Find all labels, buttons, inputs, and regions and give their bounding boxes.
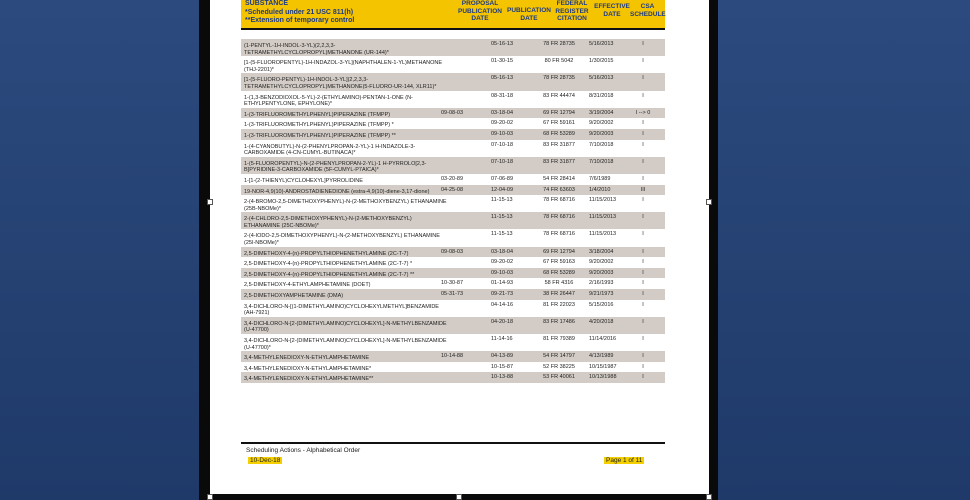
citation-cell: 68 FR 53289 [543,130,575,137]
table-row [241,317,665,334]
effective-date-cell: 9/21/1973 [589,291,614,298]
table-body [241,39,665,383]
csa-schedule-cell: I [642,353,644,360]
substance-cell: 3,4-DICHLORO-N-[2-(DIMETHYLAMINO)CYCLOHEXYL]-N-METHYLBENZAMIDE (U-47700)* [244,338,447,351]
substance-cell: [1-(5-FLUOROPENTYL)-1H-INDAZOL-3-YL](NAPHTHALEN-1-YL)METHANONE (THJ-2201)* [244,60,443,73]
substance-cell: 2,5-DIMETHOXY-4-(n)-PROPYLTHIOPHENETHYLAMINE (2C-T-7) ** [244,271,415,278]
citation-cell: 83 FR 44474 [543,92,575,99]
publication-date-cell: 03-18-04 [491,248,514,255]
citation-cell: 68 FR 53289 [543,269,575,276]
publication-date-cell: 04-14-16 [491,301,514,308]
csa-schedule-cell: I [642,75,644,82]
table-row [241,118,665,129]
table-row [241,362,665,373]
publication-date-cell: 01-14-93 [491,280,514,287]
citation-cell: 83 FR 31877 [543,141,575,148]
effective-date-cell: 11/15/2013 [589,197,617,204]
citation-cell: 53 FR 40061 [543,374,575,381]
table-row [241,108,665,119]
effective-date-cell: 11/15/2013 [589,231,617,238]
table-row [241,268,665,279]
csa-schedule-cell: I [642,231,644,238]
substance-cell: 3,4-METHYLENEDIOXY-N-ETHYLAMPHETAMINE [244,355,369,362]
effective-date-cell: 7/10/2018 [589,141,614,148]
csa-schedule-cell: I [642,301,644,308]
citation-cell: 81 FR 79389 [543,336,575,342]
publication-date-cell: 11-15-13 [491,214,513,221]
substance-cell: 1-(3-TRIFLUOROMETHYLPHENYL)PIPERAZINE (TFMPP) ** [244,132,396,139]
csa-schedule-cell: I [642,158,644,165]
csa-schedule-cell: I [642,130,644,137]
csa-schedule-cell: I [642,363,644,370]
footer-page-number: Page 1 of 11 [606,457,643,464]
proposal-date-cell: 03-20-89 [441,175,464,182]
table-row [241,289,665,300]
substance-cell: 1-(4-CYANOBUTYL)-N-(2-PHENYLPROPAN-2-YL)-1 H-INDAZOLE-3-CARBOXAMIDE (4-CN-CUMYL-BUTINACA)* [244,143,416,157]
csa-schedule-cell: I [642,259,644,266]
resize-handle-bottom-left[interactable] [207,494,213,500]
citation-cell: 78 FR 68716 [543,231,575,238]
table-row [241,334,665,351]
resize-handle-right[interactable] [706,199,712,205]
publication-date-cell: 05-16-13 [491,41,514,47]
substance-cell: 1-(3-TRIFLUOROMETHYLPHENYL)PIPERAZINE (TFMPP) [244,111,391,118]
table-row [241,129,665,140]
csa-schedule-cell: I [642,120,644,127]
table-row [241,351,665,362]
effective-date-cell: 7/10/2018 [589,158,614,165]
csa-schedule-cell: I [642,175,644,182]
table-row [241,174,665,185]
proposal-date-cell: 10-30-87 [441,280,464,287]
substance-cell: (1-PENTYL-1H-INDOL-3-YL)(2,2,3,3-TETRAMETHYLCYCLOPROPYL)METHANONE (UR-144)* [244,43,389,56]
table-row [241,140,665,157]
effective-date-cell: 9/20/2002 [589,120,614,127]
substance-cell: 19-NOR-4,9(10)-ANDROSTADIENEDIONE (estra-4,9(10)-diene-3,17-dione) [244,188,430,195]
citation-cell: 83 FR 31877 [543,158,575,165]
csa-schedule-cell: I [642,197,644,204]
substance-cell: 2,5-DIMETHOXY-4-(n)-PROPYLTHIOPHENETHYLAMINE (2C-T-7) [244,250,409,257]
publication-date-cell: 05-16-13 [491,75,514,82]
publication-date-cell: 01-30-15 [491,58,514,65]
effective-date-cell: 3/18/2004 [589,248,614,255]
citation-cell: 38 FR 26447 [543,291,575,298]
csa-schedule-cell: I [642,374,644,381]
table-row [241,185,665,196]
csa-schedule-cell: I [642,141,644,148]
effective-date-cell: 9/20/2003 [589,130,614,137]
effective-date-cell: 7/6/1989 [589,175,611,182]
citation-cell: 80 FR 5042 [544,58,574,65]
effective-date-cell: 11/15/2013 [589,214,617,221]
csa-schedule-cell: I [642,41,644,47]
substance-cell: 1-(3-TRIFLUOROMETHYLPHENYL)PIPERAZINE (TFMPP) * [244,122,394,129]
effective-date-cell: 10/15/1987 [589,363,617,370]
effective-date-cell: 5/15/2016 [589,301,614,308]
publication-date-cell: 09-10-03 [491,130,514,137]
substance-cell: 1-(5-FLUOROPENTYL)-N-(2-PHENYLPROPAN-2-YL)-1 H-PYRROLO[2,3-B]PYRIDINE-3-CARBOXAMIDE (5F-CUMYL-P7AICA)* [244,160,427,174]
effective-date-cell: 5/16/2013 [589,75,614,82]
publication-date-cell: 09-10-03 [491,269,514,276]
resize-handle-left[interactable] [207,199,213,205]
table-row [241,73,665,90]
col-csa-schedule: CSA SCHEDULE [630,3,666,18]
proposal-date-cell: 09-08-03 [441,248,464,255]
csa-schedule-cell: I [642,280,644,287]
substance-cell: 2,5-DIMETHOXYAMPHETAMINE (DMA) [244,293,344,300]
csa-schedule-cell: I [642,92,644,99]
table-header [241,0,665,30]
footer-title: Scheduling Actions - Alphabetical Order [246,447,361,454]
csa-schedule-cell: I --> 0 [635,109,651,116]
substance-cell: 3,4-DICHLORO-N-[(1-DIMETHYLAMINO)CYCLOHEXYLMETHYL]BENZAMIDE (AH-7921) [244,303,439,317]
substance-cell: 1-[1-(2-THIENYL)CYCLOHEXYL]PYRROLIDINE [244,177,363,184]
citation-cell: 81 FR 22023 [543,301,575,308]
publication-date-cell: 09-20-02 [491,259,514,266]
substance-header [245,0,354,26]
csa-schedule-cell: I [642,58,644,65]
table-row [241,56,665,73]
publication-date-cell: 04-13-89 [491,353,514,360]
publication-date-cell: 03-18-04 [491,109,514,116]
table-row [241,247,665,258]
citation-cell: 78 FR 28735 [543,41,575,47]
table-row [241,300,665,317]
citation-cell: 69 FR 12794 [543,248,575,255]
csa-schedule-cell: I [642,269,644,276]
publication-date-cell: 08-31-18 [491,92,514,99]
note-scheduled: *Scheduled under 21 USC 811(h) [245,8,354,16]
publication-date-cell: 12-04-09 [491,186,514,193]
table-row [241,39,665,56]
effective-date-cell: 8/31/2018 [589,92,614,99]
csa-schedule-cell: III [640,186,646,193]
resize-handle-bottom-right[interactable] [706,494,712,500]
effective-date-cell: 4/20/2018 [589,318,614,325]
resize-handle-bottom[interactable] [456,494,462,500]
publication-date-cell: 11-14-16 [491,336,513,342]
table-row [241,195,665,212]
effective-date-cell: 2/16/1993 [589,280,614,287]
proposal-date-cell: 10-14-88 [441,353,464,360]
substance-cell: 2-(4-IODO-2,5-DIMETHOXYPHENYL)-N-(2-METHOXYBENZYL) ETHANAMINE (25I-NBOMe)* [244,233,440,247]
publication-date-cell: 11-15-13 [491,197,513,204]
effective-date-cell: 1/4/2010 [589,186,611,193]
citation-cell: 67 FR 59161 [543,120,575,127]
publication-date-cell: 10-13-88 [491,374,514,381]
effective-date-cell: 5/16/2013 [589,41,614,47]
csa-schedule-cell: I [642,318,644,325]
substance-cell: [1-(5-FLUORO-PENTYL)-1H-INDOL-3-YL](2,2,3,3-TETRAMETHYLCYCLOPROPYL)METHANONE(5-FLUORO-UR-144, XLR11)* [244,77,437,90]
citation-cell: 54 FR 14797 [543,353,575,360]
publication-date-cell: 07-10-18 [491,141,514,148]
citation-cell: 69 FR 12794 [543,109,575,116]
substance-cell: 2-(4-BROMO-2,5-DIMETHOXYPHENYL)-N-(2-METHOXYBENZYL) ETHANAMINE (25B-NBOMe)* [244,199,447,212]
substance-cell: 2,5-DIMETHOXY-4-(n)-PROPYLTHIOPHENETHYLAMINE (2C-T-7) * [244,261,413,268]
table-row [241,91,665,108]
citation-cell: 74 FR 63603 [543,186,575,193]
proposal-date-cell: 09-08-03 [441,109,464,116]
citation-cell: 78 FR 68716 [543,214,575,221]
effective-date-cell: 9/20/2002 [589,259,614,266]
citation-cell: 67 FR 59163 [543,259,575,266]
substance-cell: 3,4-DICHLORO-N-[2-(DIMETHYLAMINO)CYCLOHEXYL]-N-METHYLBENZAMIDE (U-47700) [244,320,447,334]
footer-divider [241,442,665,444]
table-row [241,212,665,229]
publication-date-cell: 11-15-13 [491,231,513,238]
citation-cell: 54 FR 28414 [543,175,575,182]
footer-date: 10-Dec-18 [250,457,281,464]
publication-date-cell: 04-20-18 [491,318,514,325]
table-row [241,257,665,268]
publication-date-cell: 07-10-18 [491,158,514,165]
citation-cell: 58 FR 4316 [544,280,574,287]
citation-cell: 78 FR 28735 [543,75,575,82]
citation-cell: 83 FR 17486 [543,318,575,325]
effective-date-cell: 4/13/1989 [589,353,614,360]
col-federal-register: FEDERAL REGISTER CITATION [555,0,589,22]
csa-schedule-cell: I [642,336,644,342]
publication-date-cell: 09-20-02 [491,120,514,127]
effective-date-cell: 1/30/2015 [589,58,614,65]
document-page [210,0,709,494]
substance-cell: 3,4-METHYLENEDIOXY-N-ETHYLAMPHETAMINE** [244,376,374,383]
citation-cell: 78 FR 68716 [543,197,575,204]
publication-date-cell: 09-21-73 [491,291,514,298]
col-publication-date: PUBLICATION DATE [507,7,551,22]
substance-cell: 2,5-DIMETHOXY-4-ETHYLAMPHETAMINE (DOET) [244,282,371,289]
col-proposal-date: PROPOSAL PUBLICATION DATE [458,0,502,22]
csa-schedule-cell: I [642,291,644,298]
substance-cell: 2-(4-CHLORO-2,5-DIMETHOXYPHENYL)-N-(2-METHOXYBENZYL) ETHANAMINE (25C-NBOMe)* [244,216,412,229]
substance-cell: 3,4-METHYLENEDIOXY-N-ETHYLAMPHETAMINE* [244,365,372,372]
table-row [241,278,665,289]
substance-label: SUBSTANCE [245,0,289,7]
proposal-date-cell: 04-25-08 [441,186,464,193]
csa-schedule-cell: I [642,248,644,255]
effective-date-cell: 3/19/2004 [589,109,614,116]
citation-cell: 52 FR 38225 [543,363,575,370]
note-extension: **Extension of temporary control [245,17,355,24]
proposal-date-cell: 05-31-73 [441,291,464,298]
table-row [241,157,665,174]
csa-schedule-cell: I [642,214,644,221]
col-effective-date: EFFECTIVE DATE [594,3,630,18]
table-row [241,229,665,246]
substance-cell: 1-(1,3-BENZODIOXOL-5-YL)-2-(ETHYLAMINO)-PENTAN-1-ONE (N-ETHYLPENTYLONE, EPHYLONE)* [244,94,413,108]
publication-date-cell: 07-06-89 [491,175,514,182]
publication-date-cell: 10-15-87 [491,363,514,370]
effective-date-cell: 11/14/2016 [589,336,617,342]
effective-date-cell: 10/13/1988 [589,374,617,381]
table-row [241,372,665,383]
effective-date-cell: 9/20/2003 [589,269,614,276]
